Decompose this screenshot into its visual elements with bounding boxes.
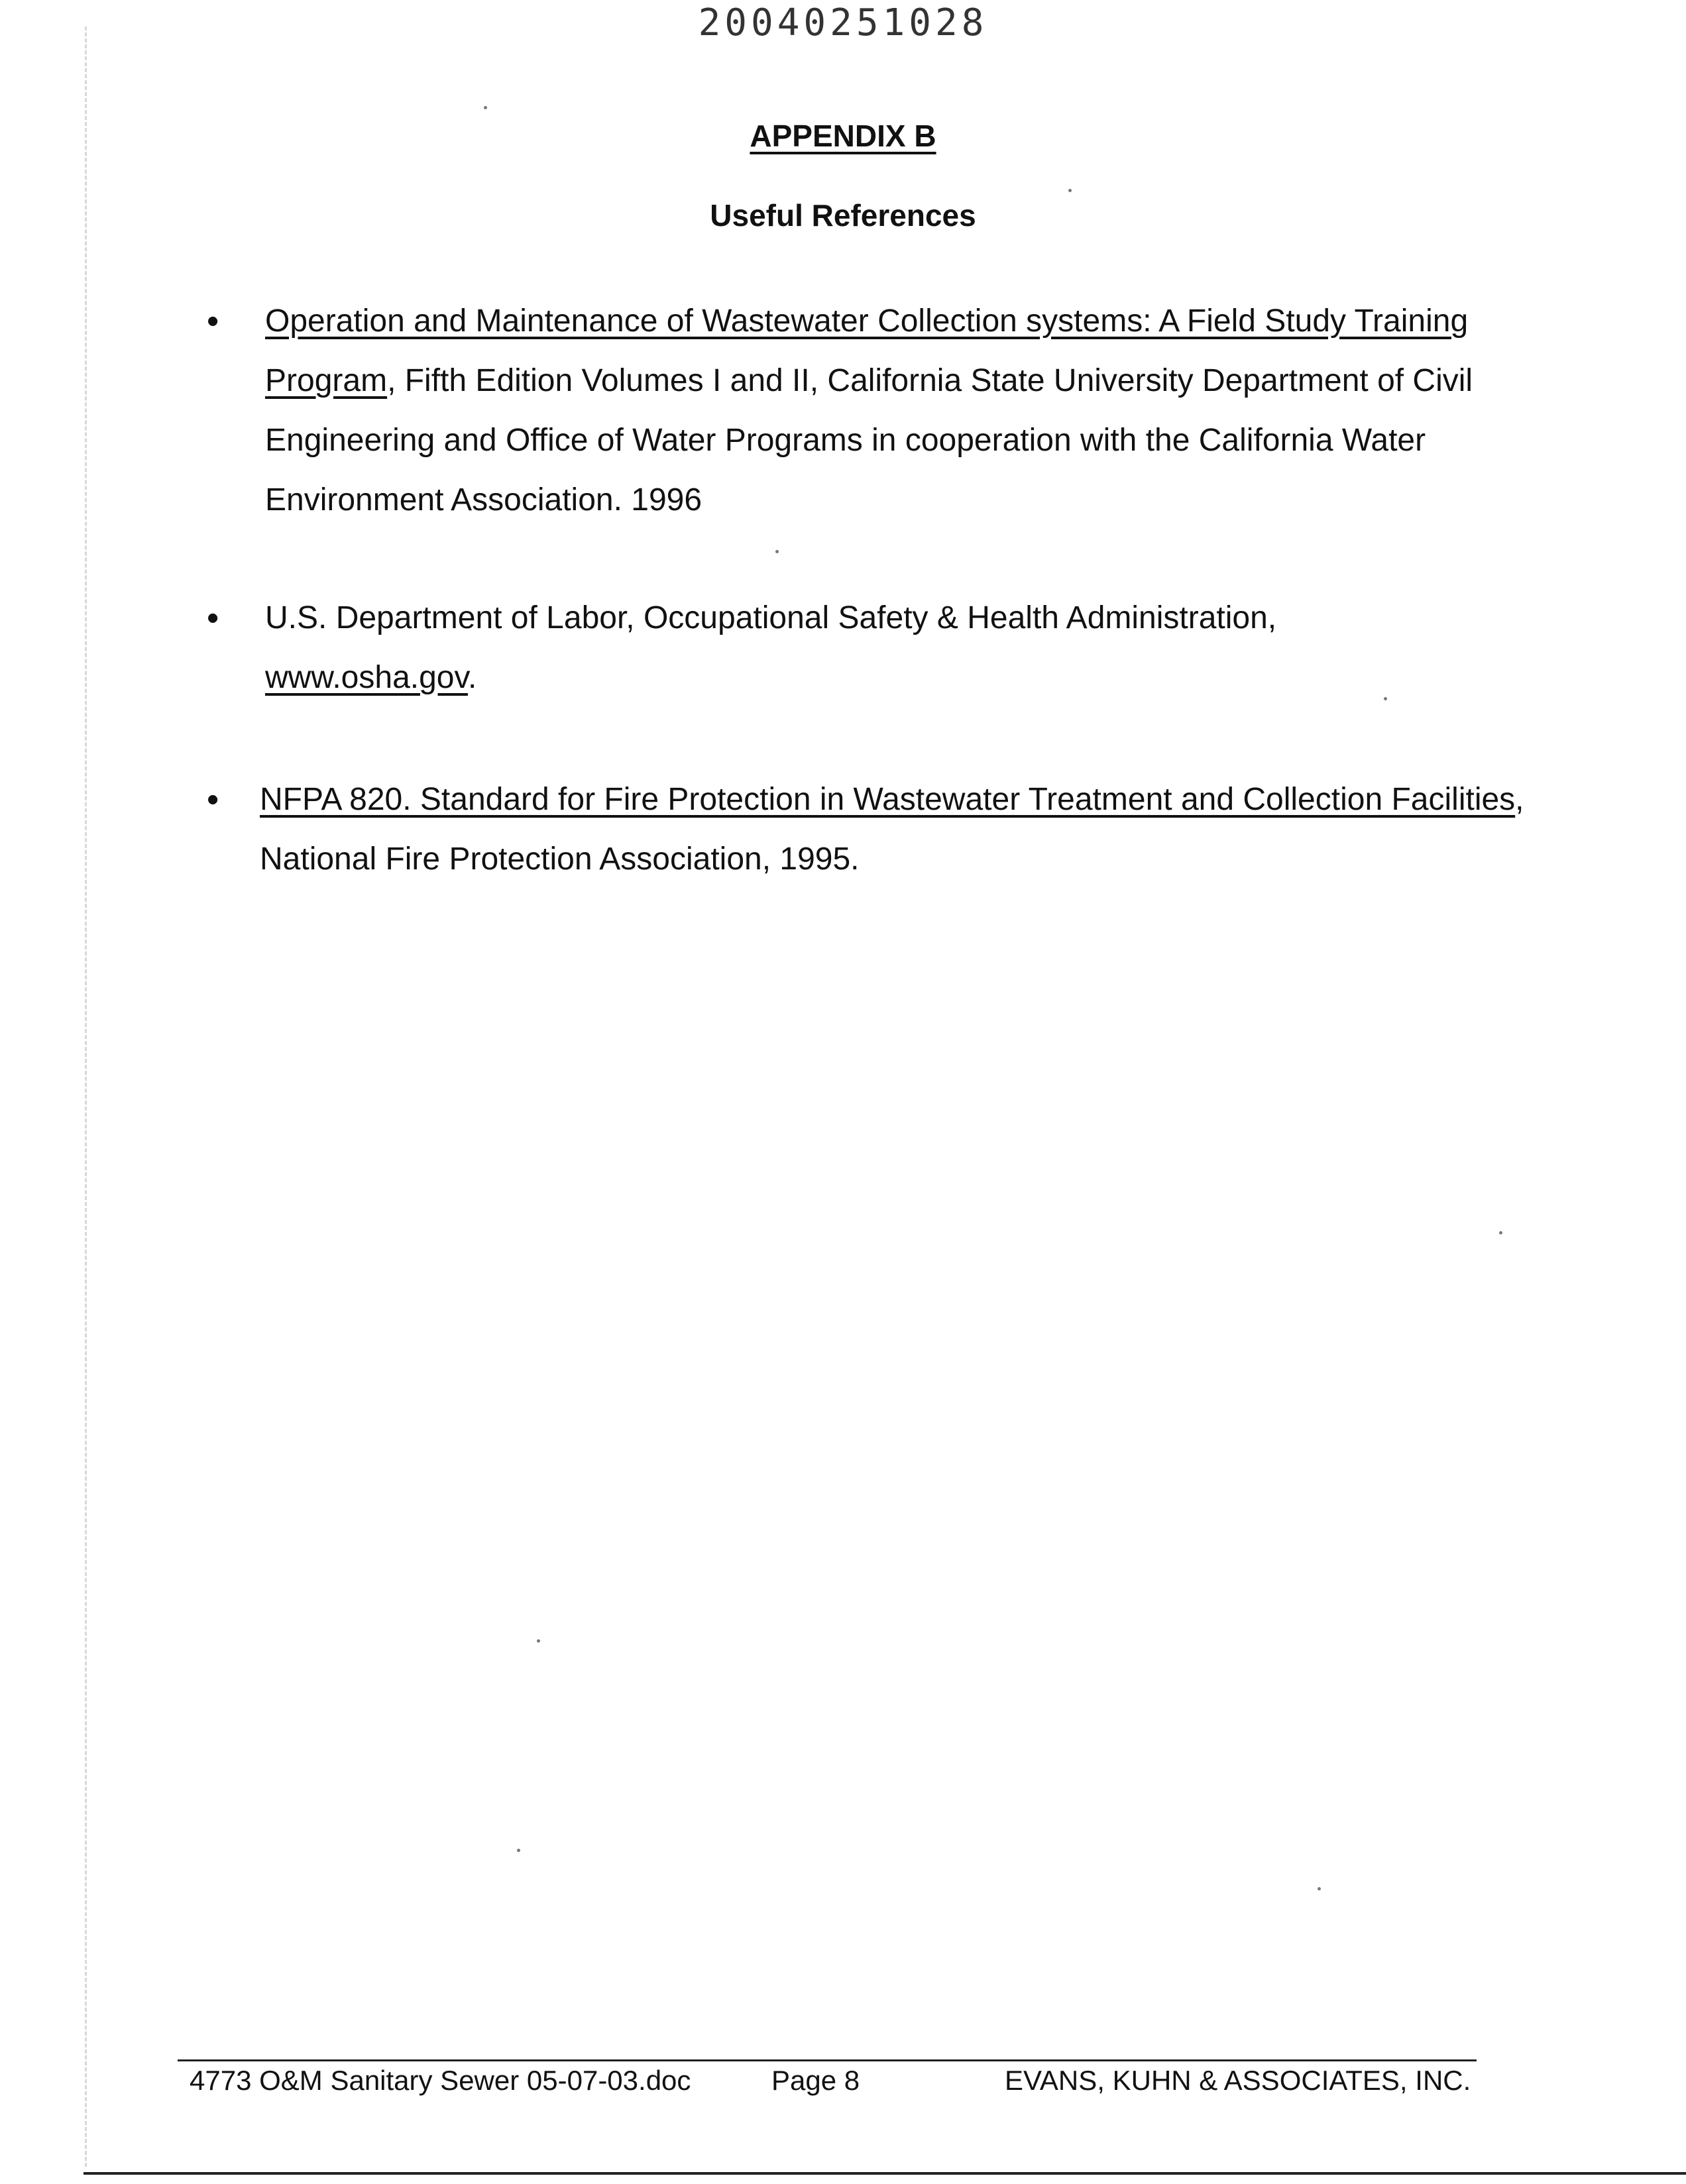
reference-title: Operation and Maintenance of Wastewater Collection systems: A Field Study Training Program xyxy=(265,303,1469,398)
reference-details: , National Fire Protection Association, 1995. xyxy=(260,782,1524,877)
page-bottom-border xyxy=(84,2172,1686,2175)
page-title: APPENDIX B xyxy=(750,119,936,153)
scan-speck xyxy=(537,1639,540,1643)
reference-title: NFPA 820. Standard for Fire Protection in Wastewater Treatment and Collection Facilities xyxy=(260,782,1516,817)
reference-item xyxy=(207,770,1531,889)
document-stamp-number: 20040251028 xyxy=(698,1,988,44)
scan-speck xyxy=(1318,1887,1321,1890)
scan-speck xyxy=(517,1849,520,1852)
scan-speck xyxy=(1384,697,1387,700)
page-subtitle: Useful References xyxy=(710,198,976,233)
scan-speck xyxy=(484,106,487,109)
reference-link[interactable]: www.osha.gov xyxy=(265,660,468,695)
footer-divider xyxy=(178,2059,1477,2061)
reference-text: U.S. Department of Labor, Occupational Safety & Health Administration, xyxy=(265,600,1277,635)
bullet-icon: • xyxy=(207,781,219,819)
footer-company: EVANS, KUHN & ASSOCIATES, INC. xyxy=(1005,2065,1471,2096)
bullet-icon: • xyxy=(207,599,219,637)
reference-details: , Fifth Edition Volumes I and II, California State University Department of Civil Engineering and Office of Water Programs in cooperation with the California Water Environment Association. 1996 xyxy=(265,363,1473,518)
footer-filename: 4773 O&M Sanitary Sewer 05-07-03.doc xyxy=(190,2065,691,2096)
bullet-icon: • xyxy=(207,302,219,341)
scan-speck xyxy=(1499,1231,1502,1234)
footer-page-number: Page 8 xyxy=(771,2065,860,2096)
scan-margin-line xyxy=(85,27,88,2167)
reference-item xyxy=(207,588,1405,708)
scan-speck xyxy=(775,550,779,553)
scan-speck xyxy=(1068,189,1072,192)
reference-suffix: . xyxy=(467,660,477,695)
reference-item xyxy=(207,292,1531,530)
